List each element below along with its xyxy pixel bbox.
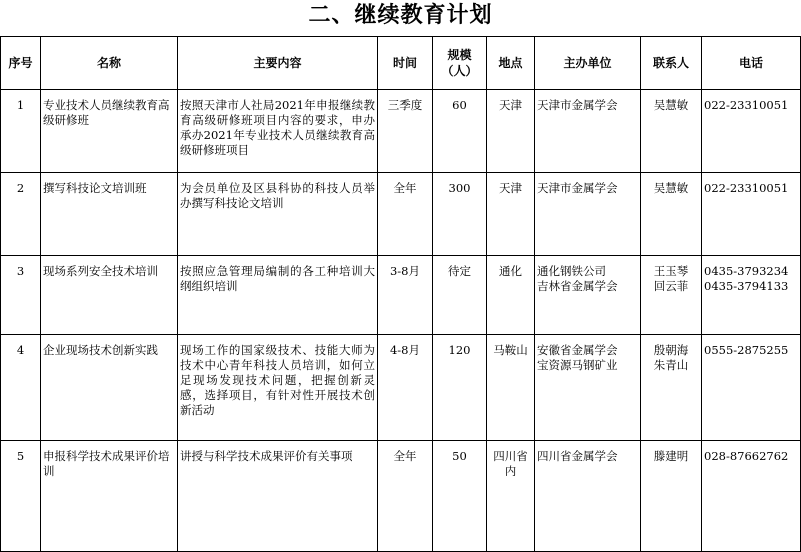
page-title: 二、继续教育计划 bbox=[308, 3, 493, 28]
cell-name: 企业现场技术创新实践 bbox=[41, 335, 178, 441]
phone-line: 0435-3794133 bbox=[704, 279, 789, 293]
org-line: 安徽省金属学会 bbox=[537, 343, 618, 357]
cell-phone bbox=[702, 90, 801, 173]
header-name: 名称 bbox=[41, 37, 178, 90]
table-row bbox=[1, 335, 801, 441]
org-line: 宝资源马钢矿业 bbox=[537, 358, 618, 372]
org-line: 四川省金属学会 bbox=[537, 449, 618, 463]
cell-phone bbox=[702, 173, 801, 256]
cell-contact bbox=[641, 441, 702, 552]
header-no: 序号 bbox=[1, 37, 41, 90]
table-row bbox=[1, 441, 801, 552]
cell-no: 1 bbox=[1, 90, 41, 173]
cell-content: 按照应急管理局编制的各工种培训大纲组织培训 bbox=[178, 256, 378, 335]
cell-no: 5 bbox=[1, 441, 41, 552]
cell-content: 按照天津市人社局2021年申报继续教育高级研修班项目内容的要求，申办承办2021年专业技术人员继续教育高级研修班项目 bbox=[178, 90, 378, 173]
cell-name: 现场系列安全技术培训 bbox=[41, 256, 178, 335]
cell-contact bbox=[641, 90, 702, 173]
cell-time: 3-8月 bbox=[378, 256, 433, 335]
cell-content: 讲授与科学技术成果评价有关事项 bbox=[178, 441, 378, 552]
phone-line: 028-87662762 bbox=[704, 449, 789, 463]
cell-content: 现场工作的国家级技术、技能大师为技术中心青年科技人员培训，如何立足现场发现技术问题，把握创新灵感，选择项目，有针对性开展技术创新活动 bbox=[178, 335, 378, 441]
cell-name: 撰写科技论文培训班 bbox=[41, 173, 178, 256]
cell-place: 天津 bbox=[487, 90, 535, 173]
contact-line: 吴慧敏 bbox=[653, 98, 689, 112]
header-size: 规模 （人） bbox=[433, 37, 487, 90]
cell-time: 全年 bbox=[378, 441, 433, 552]
cell-no: 3 bbox=[1, 256, 41, 335]
cell-size: 120 bbox=[433, 335, 487, 441]
cell-contact bbox=[641, 256, 702, 335]
cell-time: 4-8月 bbox=[378, 335, 433, 441]
header-place: 地点 bbox=[487, 37, 535, 90]
cell-name: 专业技术人员继续教育高级研修班 bbox=[41, 90, 178, 173]
table-row bbox=[1, 256, 801, 335]
cell-org bbox=[535, 256, 641, 335]
cell-size: 60 bbox=[433, 90, 487, 173]
contact-line: 朱青山 bbox=[653, 358, 689, 372]
cell-size: 50 bbox=[433, 441, 487, 552]
phone-line: 0435-3793234 bbox=[704, 264, 789, 278]
cell-size: 300 bbox=[433, 173, 487, 256]
phone-line: 022-23310051 bbox=[704, 98, 789, 112]
phone-line: 0555-2875255 bbox=[704, 343, 789, 357]
cell-org bbox=[535, 90, 641, 173]
cell-name: 申报科学技术成果评价培训 bbox=[41, 441, 178, 552]
org-line: 天津市金属学会 bbox=[537, 181, 618, 195]
table-row bbox=[1, 90, 801, 173]
cell-place: 通化 bbox=[487, 256, 535, 335]
cell-no: 4 bbox=[1, 335, 41, 441]
continuing-education-plan-table bbox=[0, 36, 801, 552]
cell-content: 为会员单位及区县科协的科技人员举办撰写科技论文培训 bbox=[178, 173, 378, 256]
header-time: 时间 bbox=[378, 37, 433, 90]
cell-place: 四川省内 bbox=[487, 441, 535, 552]
header-row bbox=[1, 37, 801, 90]
header-org: 主办单位 bbox=[535, 37, 641, 90]
cell-no: 2 bbox=[1, 173, 41, 256]
contact-line: 滕建明 bbox=[653, 449, 689, 463]
header-contact: 联系人 bbox=[641, 37, 702, 90]
cell-phone bbox=[702, 256, 801, 335]
cell-place: 天津 bbox=[487, 173, 535, 256]
org-line: 吉林省金属学会 bbox=[537, 279, 618, 293]
contact-line: 王玉琴 bbox=[653, 264, 689, 278]
cell-size: 待定 bbox=[433, 256, 487, 335]
header-content: 主要内容 bbox=[178, 37, 378, 90]
org-line: 天津市金属学会 bbox=[537, 98, 618, 112]
cell-org bbox=[535, 335, 641, 441]
cell-contact bbox=[641, 335, 702, 441]
cell-phone bbox=[702, 335, 801, 441]
cell-org bbox=[535, 173, 641, 256]
cell-org bbox=[535, 441, 641, 552]
cell-contact bbox=[641, 173, 702, 256]
cell-phone bbox=[702, 441, 801, 552]
cell-time: 三季度 bbox=[378, 90, 433, 173]
header-phone: 电话 bbox=[702, 37, 801, 90]
org-line: 通化钢铁公司 bbox=[537, 264, 606, 278]
cell-place: 马鞍山 bbox=[487, 335, 535, 441]
table-row bbox=[1, 173, 801, 256]
phone-line: 022-23310051 bbox=[704, 181, 789, 195]
contact-line: 回云菲 bbox=[653, 279, 689, 293]
cell-time: 全年 bbox=[378, 173, 433, 256]
contact-line: 殷朝海 bbox=[653, 343, 689, 357]
contact-line: 吴慧敏 bbox=[653, 181, 689, 195]
